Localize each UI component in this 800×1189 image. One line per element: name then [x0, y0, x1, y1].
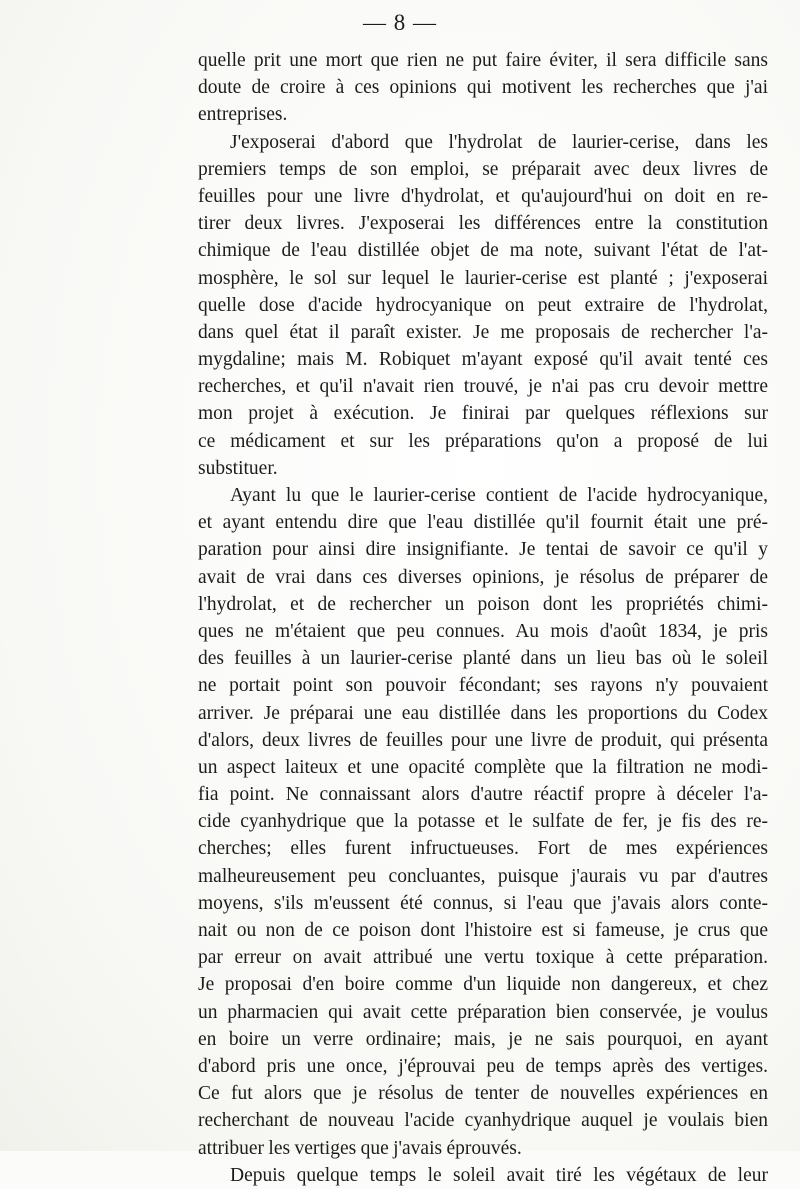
- text-line: des feuilles à un laurier-cerise planté dans un lieu bas où le soleil: [198, 648, 768, 670]
- text-line: Ayant lu que le laurier-cerise contient de l'acide hydrocyanique,: [230, 485, 768, 506]
- text-line: ne portait point son pouvoir fécondant; ses rayons n'y pouvaient: [198, 675, 768, 697]
- text-line: l'hydrolat, et de rechercher un poison dont les propriétés chimi-: [198, 593, 768, 615]
- text-line: d'abord pris une once, j'éprouvai peu de temps après des vertiges.: [198, 1055, 768, 1077]
- text-line: mosphère, le sol sur lequel le laurier-cerise est planté ; j'exposerai: [198, 267, 768, 289]
- body-text: [198, 47, 768, 1189]
- text-line: dans quel état il paraît exister. Je me proposais de rechercher l'a-: [198, 321, 768, 343]
- text-line: par erreur on avait attribué une vertu toxique à cette préparation.: [198, 947, 768, 969]
- text-line: Je proposai d'en boire comme d'un liquide non dangereux, et chez: [198, 974, 768, 996]
- text-line: malheureusement peu concluantes, puisque j'aurais vu par d'autres: [198, 865, 768, 887]
- text-line: recherches, et qu'il n'avait rien trouvé, je n'ai pas cru devoir mettre: [198, 376, 768, 398]
- text-line: recherchant de nouveau l'acide cyanhydrique auquel je voulais bien: [198, 1110, 768, 1132]
- text-line: ce médicament et sur les préparations qu'on a proposé de lui: [198, 430, 768, 452]
- text-line: cherches; elles furent infructueuses. Fort de mes expériences: [198, 838, 768, 860]
- text-line: en boire un verre ordinaire; mais, je ne sais pourquoi, en ayant: [198, 1028, 768, 1050]
- text-line: paration pour ainsi dire insignifiante. Je tentai de savoir ce qu'il y: [198, 539, 768, 561]
- text-line: un aspect laiteux et une opacité complète que la filtration ne modi-: [198, 756, 768, 778]
- page-number: — 8 —: [363, 10, 437, 35]
- text-line: feuilles pour une livre d'hydrolat, et qu'aujourd'hui on doit en re-: [198, 185, 768, 207]
- text-line: mon projet à exécution. Je finirai par quelques réflexions sur: [198, 403, 768, 425]
- text-line: avait de vrai dans ces diverses opinions, je résolus de préparer de: [198, 566, 768, 588]
- text-line: arriver. Je préparai une eau distillée dans les proportions du Codex: [198, 702, 768, 724]
- text-line: attribuer les vertiges que j'avais éprouvés.: [198, 1137, 522, 1159]
- text-line: mygdaline; mais M. Robiquet m'ayant exposé qu'il avait tenté ces: [198, 349, 768, 371]
- text-line: Ce fut alors que je résolus de tenter de nouvelles expériences en: [198, 1083, 768, 1105]
- text-line: premiers temps de son emploi, se préparait avec deux livres de: [198, 158, 768, 180]
- text-line: un pharmacien qui avait cette préparation bien conservée, je voulus: [198, 1001, 768, 1023]
- text-line: entreprises.: [198, 104, 288, 126]
- text-line: nait ou non de ce poison dont l'histoire est si fameuse, je crus que: [198, 920, 768, 941]
- text-line: cide cyanhydrique que la potasse et le sulfate de fer, je fis des re-: [198, 811, 768, 833]
- text-line: tirer deux livres. J'exposerai les différences entre la constitution: [198, 213, 768, 235]
- text-line: et ayant entendu dire que l'eau distillée qu'il fournit était une pré-: [198, 512, 768, 534]
- text-line: ques ne m'étaient que peu connues. Au mois d'août 1834, je pris: [198, 620, 768, 642]
- text-line: moyens, s'ils m'eussent été connus, si l'eau que j'avais alors conte-: [198, 892, 768, 914]
- text-line: Depuis quelque temps le soleil avait tiré les végétaux de leur: [230, 1164, 768, 1186]
- text-line: J'exposerai d'abord que l'hydrolat de laurier-cerise, dans les: [230, 131, 768, 153]
- text-line: doute de croire à ces opinions qui motivent les recherches que j'ai: [198, 77, 768, 99]
- text-line: substituer.: [198, 457, 278, 479]
- text-line: quelle dose d'acide hydrocyanique on peut extraire de l'hydrolat,: [198, 294, 768, 316]
- text-line: d'alors, deux livres de feuilles pour une livre de produit, qui présenta: [198, 729, 768, 751]
- text-line: quelle prit une mort que rien ne put faire éviter, il sera difficile sans: [198, 50, 768, 71]
- text-line: chimique de l'eau distillée objet de ma note, suivant l'état de l'at-: [198, 240, 768, 262]
- text-line: fia point. Ne connaissant alors d'autre réactif propre à déceler l'a-: [198, 784, 768, 806]
